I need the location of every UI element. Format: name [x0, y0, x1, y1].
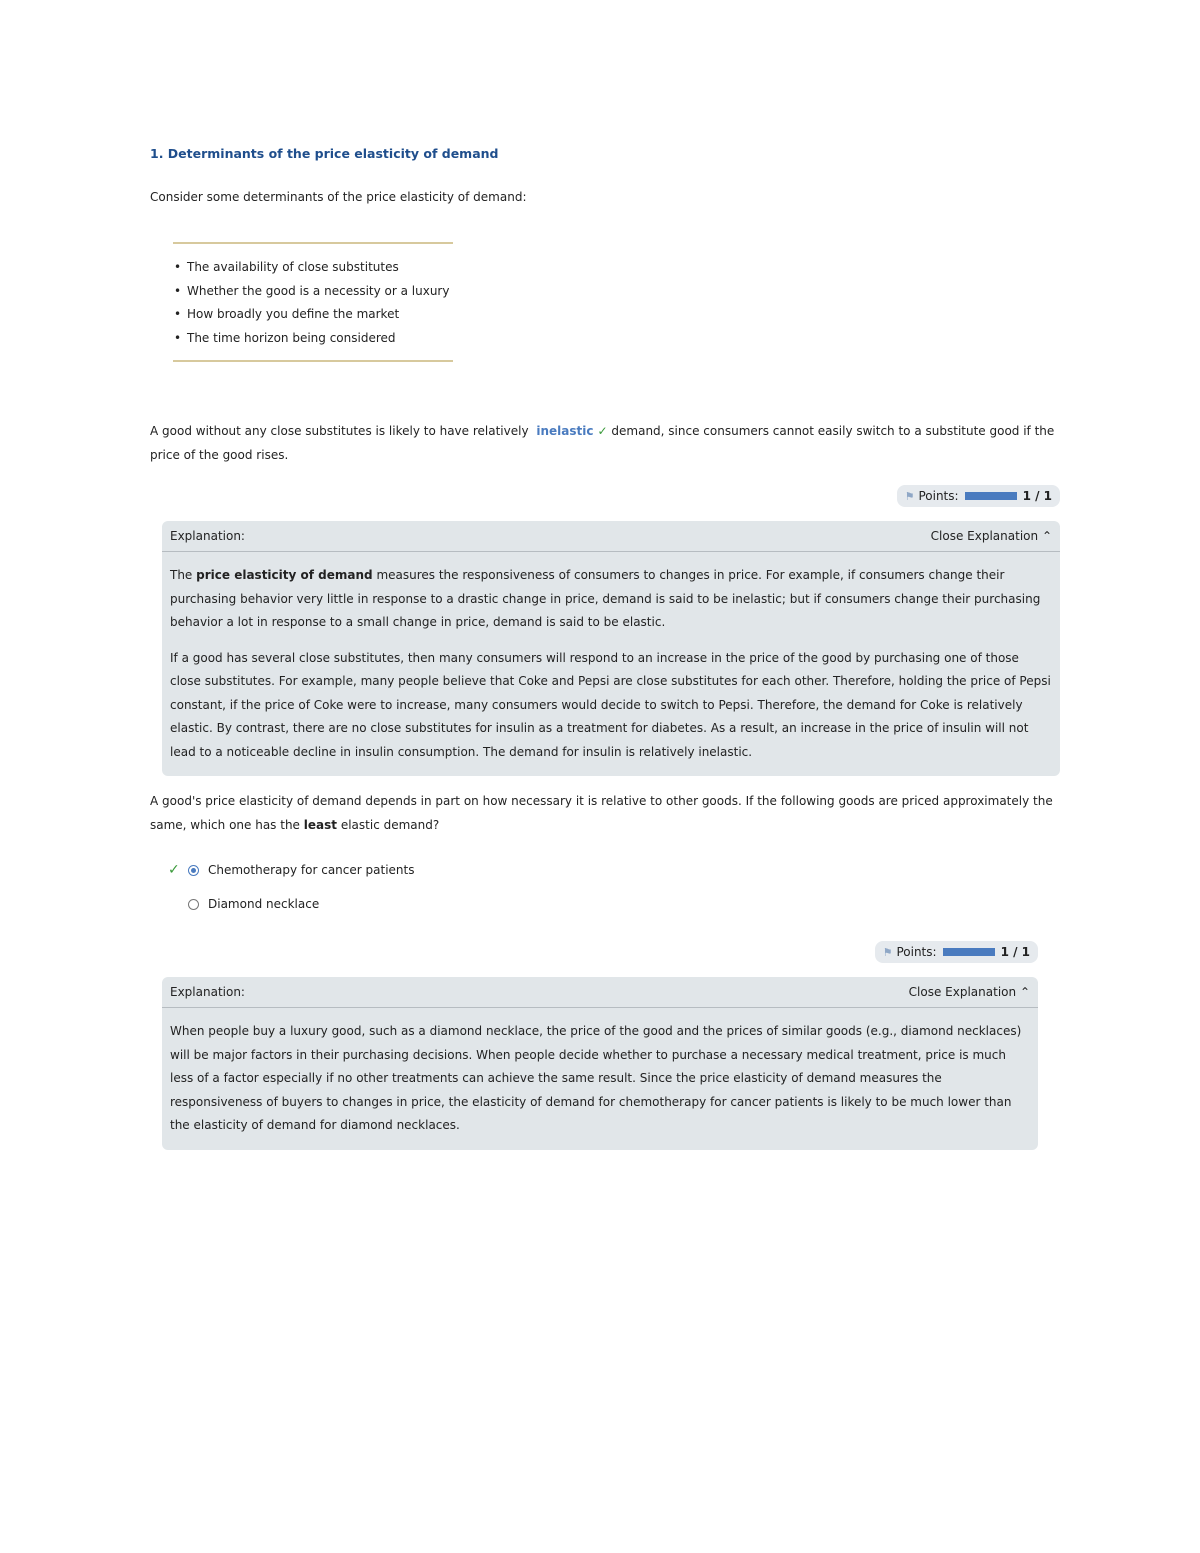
option-label: Chemotherapy for cancer patients: [208, 863, 415, 877]
points-label: Points:: [918, 489, 959, 503]
part1-answer-dropdown[interactable]: inelastic: [536, 424, 594, 438]
part2-text-bold: least: [303, 817, 338, 832]
list-item: • How broadly you define the market: [187, 303, 453, 327]
question-intro: Consider some determinants of the price elasticity of demand:: [150, 190, 527, 204]
close-explanation-button[interactable]: [931, 529, 1052, 543]
points-value: 1 / 1: [1000, 945, 1030, 959]
question-title: 1. Determinants of the price elasticity of demand: [150, 146, 499, 161]
explanation-text: measures the responsiveness of consumers to changes in price. For example, if consumers change their purchasing behavior very little in response to a drastic change in price, demand is said to be inelastic; but if consumers change their purchasing behavior a lot in response to a small change in price, demand is said to be elastic.: [170, 568, 1041, 629]
part2-explanation-panel: [162, 977, 1038, 1150]
flag-icon[interactable]: ⚑: [882, 945, 893, 959]
part1-points-badge: [897, 485, 1060, 507]
explanation-title: Explanation:: [170, 985, 245, 999]
chevron-up-icon: ⌃: [1019, 985, 1030, 999]
points-value: 1 / 1: [1022, 489, 1052, 503]
option-label: Diamond necklace: [208, 897, 320, 911]
explanation-body: [162, 552, 1060, 764]
explanation-bold-term: price elasticity of demand: [196, 568, 373, 582]
explanation-paragraph: If a good has several close substitutes, then many consumers will respond to an increase in the price of the good by purchasing one of those close substitutes. For example, many people believe that Coke and Pepsi are close substitutes for each other. Therefore, holding the price of Pepsi constant, if the price of Coke were to increase, many consumers would decide to switch to Pepsi. Therefore, the demand for Coke is relatively elastic. By contrast, there are no close substitutes for insulin as a treatment for diabetes. As a result, an increase in the price of insulin will not lead to a noticeable decline in insulin consumption. The demand for insulin is relatively inelastic.: [170, 650, 1051, 759]
explanation-paragraph: When people buy a luxury good, such as a diamond necklace, the price of the good and the prices of similar goods (e.g., diamond necklaces) will be major factors in their purchasing decisions. When people decide whether to purchase a necessary medical treatment, price is much less of a factor especially if no other treatments can achieve the same result. Since the price elasticity of demand measures the responsiveness of buyers to changes in price, the elasticity of demand for chemotherapy for cancer patients is likely to be much lower than the elasticity of demand for diamond necklaces.: [170, 1024, 1022, 1132]
list-item: • The availability of close substitutes: [187, 256, 453, 280]
part1-points-row: [150, 485, 1060, 507]
radio-selected[interactable]: [188, 865, 199, 876]
part2-points-badge: [875, 941, 1038, 963]
part2-options: [150, 853, 1060, 921]
list-item: • The time horizon being considered: [187, 327, 453, 351]
explanation-body: [162, 1008, 1038, 1138]
points-bar: [965, 492, 1017, 500]
explanation-title: Explanation:: [170, 529, 245, 543]
list-item: • Whether the good is a necessity or a luxury: [187, 280, 453, 304]
close-explanation-label: Close Explanation: [908, 985, 1017, 999]
part1-text-after: demand, since consumers cannot easily switch to a substitute good if the price of the good rises.: [150, 424, 1055, 462]
option-diamond-necklace[interactable]: [150, 887, 1060, 921]
part2-points-row: [150, 941, 1060, 963]
part1-statement: [150, 420, 1060, 467]
explanation-text: The: [170, 568, 193, 582]
option-chemotherapy[interactable]: [150, 853, 1060, 887]
part2-text-pre: A good's price elasticity of demand depends in part on how necessary it is relative to other goods. If the following goods are priced approximately the same, which one has the: [150, 794, 1053, 832]
part1-explanation-panel: [162, 521, 1060, 776]
determinants-box: [173, 242, 453, 362]
radio-unselected[interactable]: [188, 899, 199, 910]
part2-question: [150, 790, 1060, 837]
chevron-up-icon: ⌃: [1041, 529, 1052, 543]
question-content: [150, 146, 1060, 1150]
points-bar: [943, 948, 995, 956]
flag-icon[interactable]: ⚑: [904, 489, 915, 503]
explanation-header: [162, 977, 1038, 1008]
part1-text-before: A good without any close substitutes is likely to have relatively: [150, 424, 529, 438]
part2-text-post: elastic demand?: [340, 817, 440, 832]
determinants-list: [173, 256, 453, 350]
close-explanation-button[interactable]: [909, 985, 1030, 999]
checkmark-icon: ✓: [597, 424, 608, 438]
explanation-header: [162, 521, 1060, 552]
explanation-paragraph: [170, 564, 1052, 635]
points-label: Points:: [896, 945, 937, 959]
close-explanation-label: Close Explanation: [930, 529, 1039, 543]
checkmark-icon: ✓: [168, 862, 180, 878]
